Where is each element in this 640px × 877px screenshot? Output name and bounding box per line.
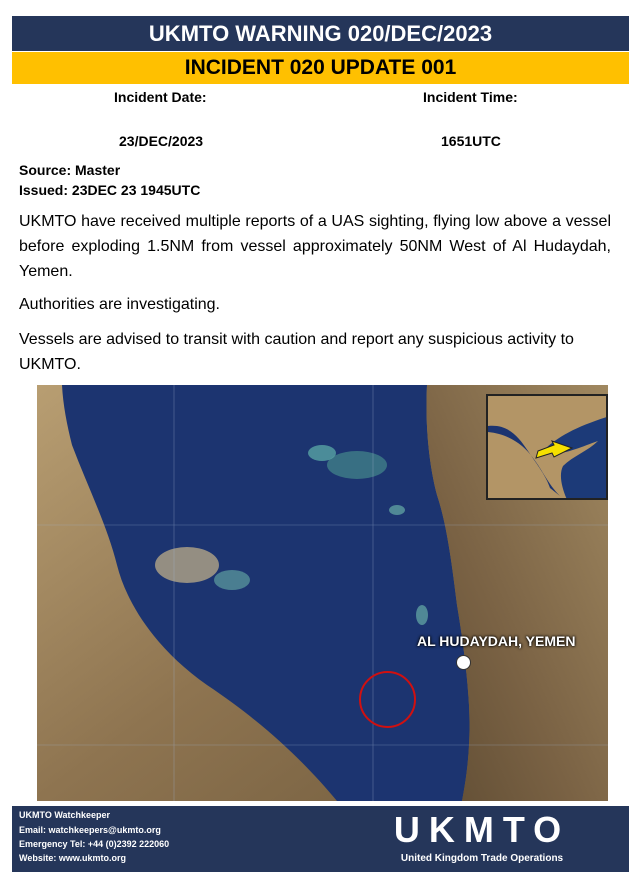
incident-update-title: INCIDENT 020 UPDATE 001 (12, 52, 629, 84)
report-paragraph: UKMTO have received multiple reports of a UAS sighting, flying low above a vessel before exploding 1.5NM from vessel approximately 50NM West of Al Hudaydah, Yemen. (19, 213, 611, 280)
advisory-paragraph: Vessels are advised to transit with caution and report any suspicious activity to UKMTO. (19, 331, 574, 373)
island-shape (155, 547, 219, 583)
incident-location-circle (359, 671, 416, 728)
reef-shoal (214, 570, 250, 590)
inset-terrain (488, 396, 608, 500)
ukmto-logo: UKMTO (393, 809, 571, 850)
investigation-paragraph: Authorities are investigating. (19, 296, 220, 313)
incident-time-label: Incident Time: (423, 89, 518, 105)
footer-bar (12, 806, 629, 872)
warning-title: UKMTO WARNING 020/DEC/2023 (12, 16, 629, 51)
port-label: AL HUDAYDAH, YEMEN (417, 633, 576, 649)
incident-date-label: Incident Date: (114, 89, 207, 105)
ukmto-logo-subtitle: United Kingdom Trade Operations (400, 853, 564, 864)
footer-website: Website: www.ukmto.org (19, 853, 127, 863)
reef-shoal (389, 505, 405, 515)
source-line: Source: Master (19, 162, 121, 178)
issued-line: Issued: 23DEC 23 1945UTC (19, 182, 201, 198)
footer-email: Email: watchkeepers@ukmto.org (19, 825, 161, 835)
incident-time-value: 1651UTC (441, 133, 501, 149)
footer-emergency: Emergency Tel: +44 (0)2392 222060 (19, 839, 170, 849)
footer-org: UKMTO Watchkeeper (19, 810, 111, 820)
reef-shoal (327, 451, 387, 479)
port-marker-icon (456, 655, 471, 670)
incident-date-value: 23/DEC/2023 (119, 133, 204, 149)
incident-map (37, 385, 608, 801)
reef-shoal (308, 445, 336, 461)
locator-inset-map (486, 394, 608, 500)
reef-shoal (416, 605, 428, 625)
